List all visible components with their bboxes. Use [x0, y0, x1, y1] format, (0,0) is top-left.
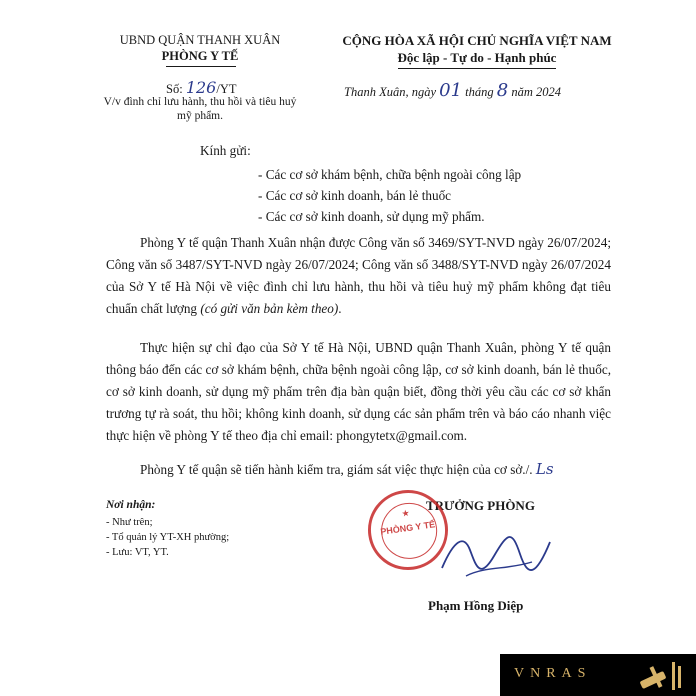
gavel-icon: [634, 658, 690, 692]
signer-title: TRƯỞNG PHÒNG: [426, 498, 535, 513]
para1-attachment-note: (có gửi văn bản kèm theo): [200, 301, 339, 316]
date-month-handwritten: 8: [496, 80, 509, 101]
seal-text: PHÒNG Y TẾ: [379, 519, 436, 537]
subject-line-1: V/v đình chỉ lưu hành, thu hồi và tiêu huỷ: [103, 96, 297, 108]
receiver-item: - Tổ quản lý YT-XH phường;: [106, 532, 230, 543]
issue-date: [344, 80, 561, 101]
motto-underline: [398, 68, 556, 69]
number-prefix: Số:: [166, 82, 183, 96]
para1-text: Phòng Y tế quận Thanh Xuân nhận được Công văn số 3469/SYT-NVD ngày 26/07/2024; Công văn số 3487/SYT-NVD ngày 26/07/2024; Công văn số 3488/SYT-NVD ngày 26/07/2024 của Sở Y tế Hà Nội về việc đình chỉ lưu hành, thu hồi và tiêu huỷ mỹ phẩm không đạt tiêu chuẩn chất lượng: [106, 235, 611, 316]
recipients-label: Kính gửi:: [200, 143, 251, 158]
logo-text: VNRAS: [514, 666, 592, 681]
issuing-authority: UBND QUẬN THANH XUÂN: [119, 33, 281, 47]
seal-star-icon: ★: [400, 507, 411, 519]
number-suffix: /YT: [216, 82, 237, 96]
number-handwritten: 126: [185, 78, 217, 97]
subject-line-2: mỹ phẩm.: [177, 110, 223, 122]
receiver-item: - Như trên;: [106, 517, 153, 528]
recipients-list: [258, 164, 521, 227]
para1-end: .: [338, 301, 342, 316]
handwritten-signature: [436, 520, 556, 590]
dept-underline: [166, 66, 236, 67]
watermark-logo: [500, 654, 696, 696]
recipient-item: - Các cơ sở khám bệnh, chữa bệnh ngoài công lập: [258, 167, 522, 182]
body-paragraph-1: [106, 232, 611, 320]
date-place: Thanh Xuân, ngày: [344, 85, 437, 99]
receiver-item: - Lưu: VT, YT.: [106, 547, 169, 558]
recipient-item: - Các cơ sở kinh doanh, bán lẻ thuốc: [258, 188, 452, 203]
receivers-title: Nơi nhận:: [106, 499, 156, 511]
para3-handwritten-initials: Ls: [535, 460, 554, 478]
national-title: CỘNG HÒA XÃ HỘI CHỦ NGHĨA VIỆT NAM: [342, 33, 612, 48]
body-paragraph-3: [140, 458, 554, 481]
national-motto: Độc lập - Tự do - Hạnh phúc: [397, 50, 557, 65]
issuing-department: PHÒNG Y TẾ: [161, 49, 239, 63]
signer-name: Phạm Hồng Diệp: [428, 598, 524, 613]
date-day-handwritten: 01: [439, 80, 463, 101]
date-month-label: tháng: [465, 85, 494, 99]
date-year: năm 2024: [511, 85, 562, 99]
document-number: [166, 78, 237, 97]
para3-text: Phòng Y tế quận sẽ tiến hành kiểm tra, giám sát việc thực hiện của cơ sở./.: [140, 462, 533, 477]
recipient-item: - Các cơ sở kinh doanh, sử dụng mỹ phẩm.: [258, 209, 485, 224]
body-paragraph-2: Thực hiện sự chỉ đạo của Sở Y tế Hà Nội, UBND quận Thanh Xuân, phòng Y tế quận thông báo đến các cơ sở khám bệnh, chữa bệnh ngoài công lập, cơ sở kinh doanh, bán lẻ thuốc, cơ sở kinh doanh, sử dụng mỹ phẩm trên địa bàn quận biết, đồng thời yêu cầu các cơ sở khẩn trương tự rà soát, thu hồi; không kinh doanh, sử dụng các sản phẩm trên và báo cáo nhanh việc thực hiện về phòng Y tế theo địa chỉ email: phongytetx@gmail.com.: [106, 340, 611, 443]
